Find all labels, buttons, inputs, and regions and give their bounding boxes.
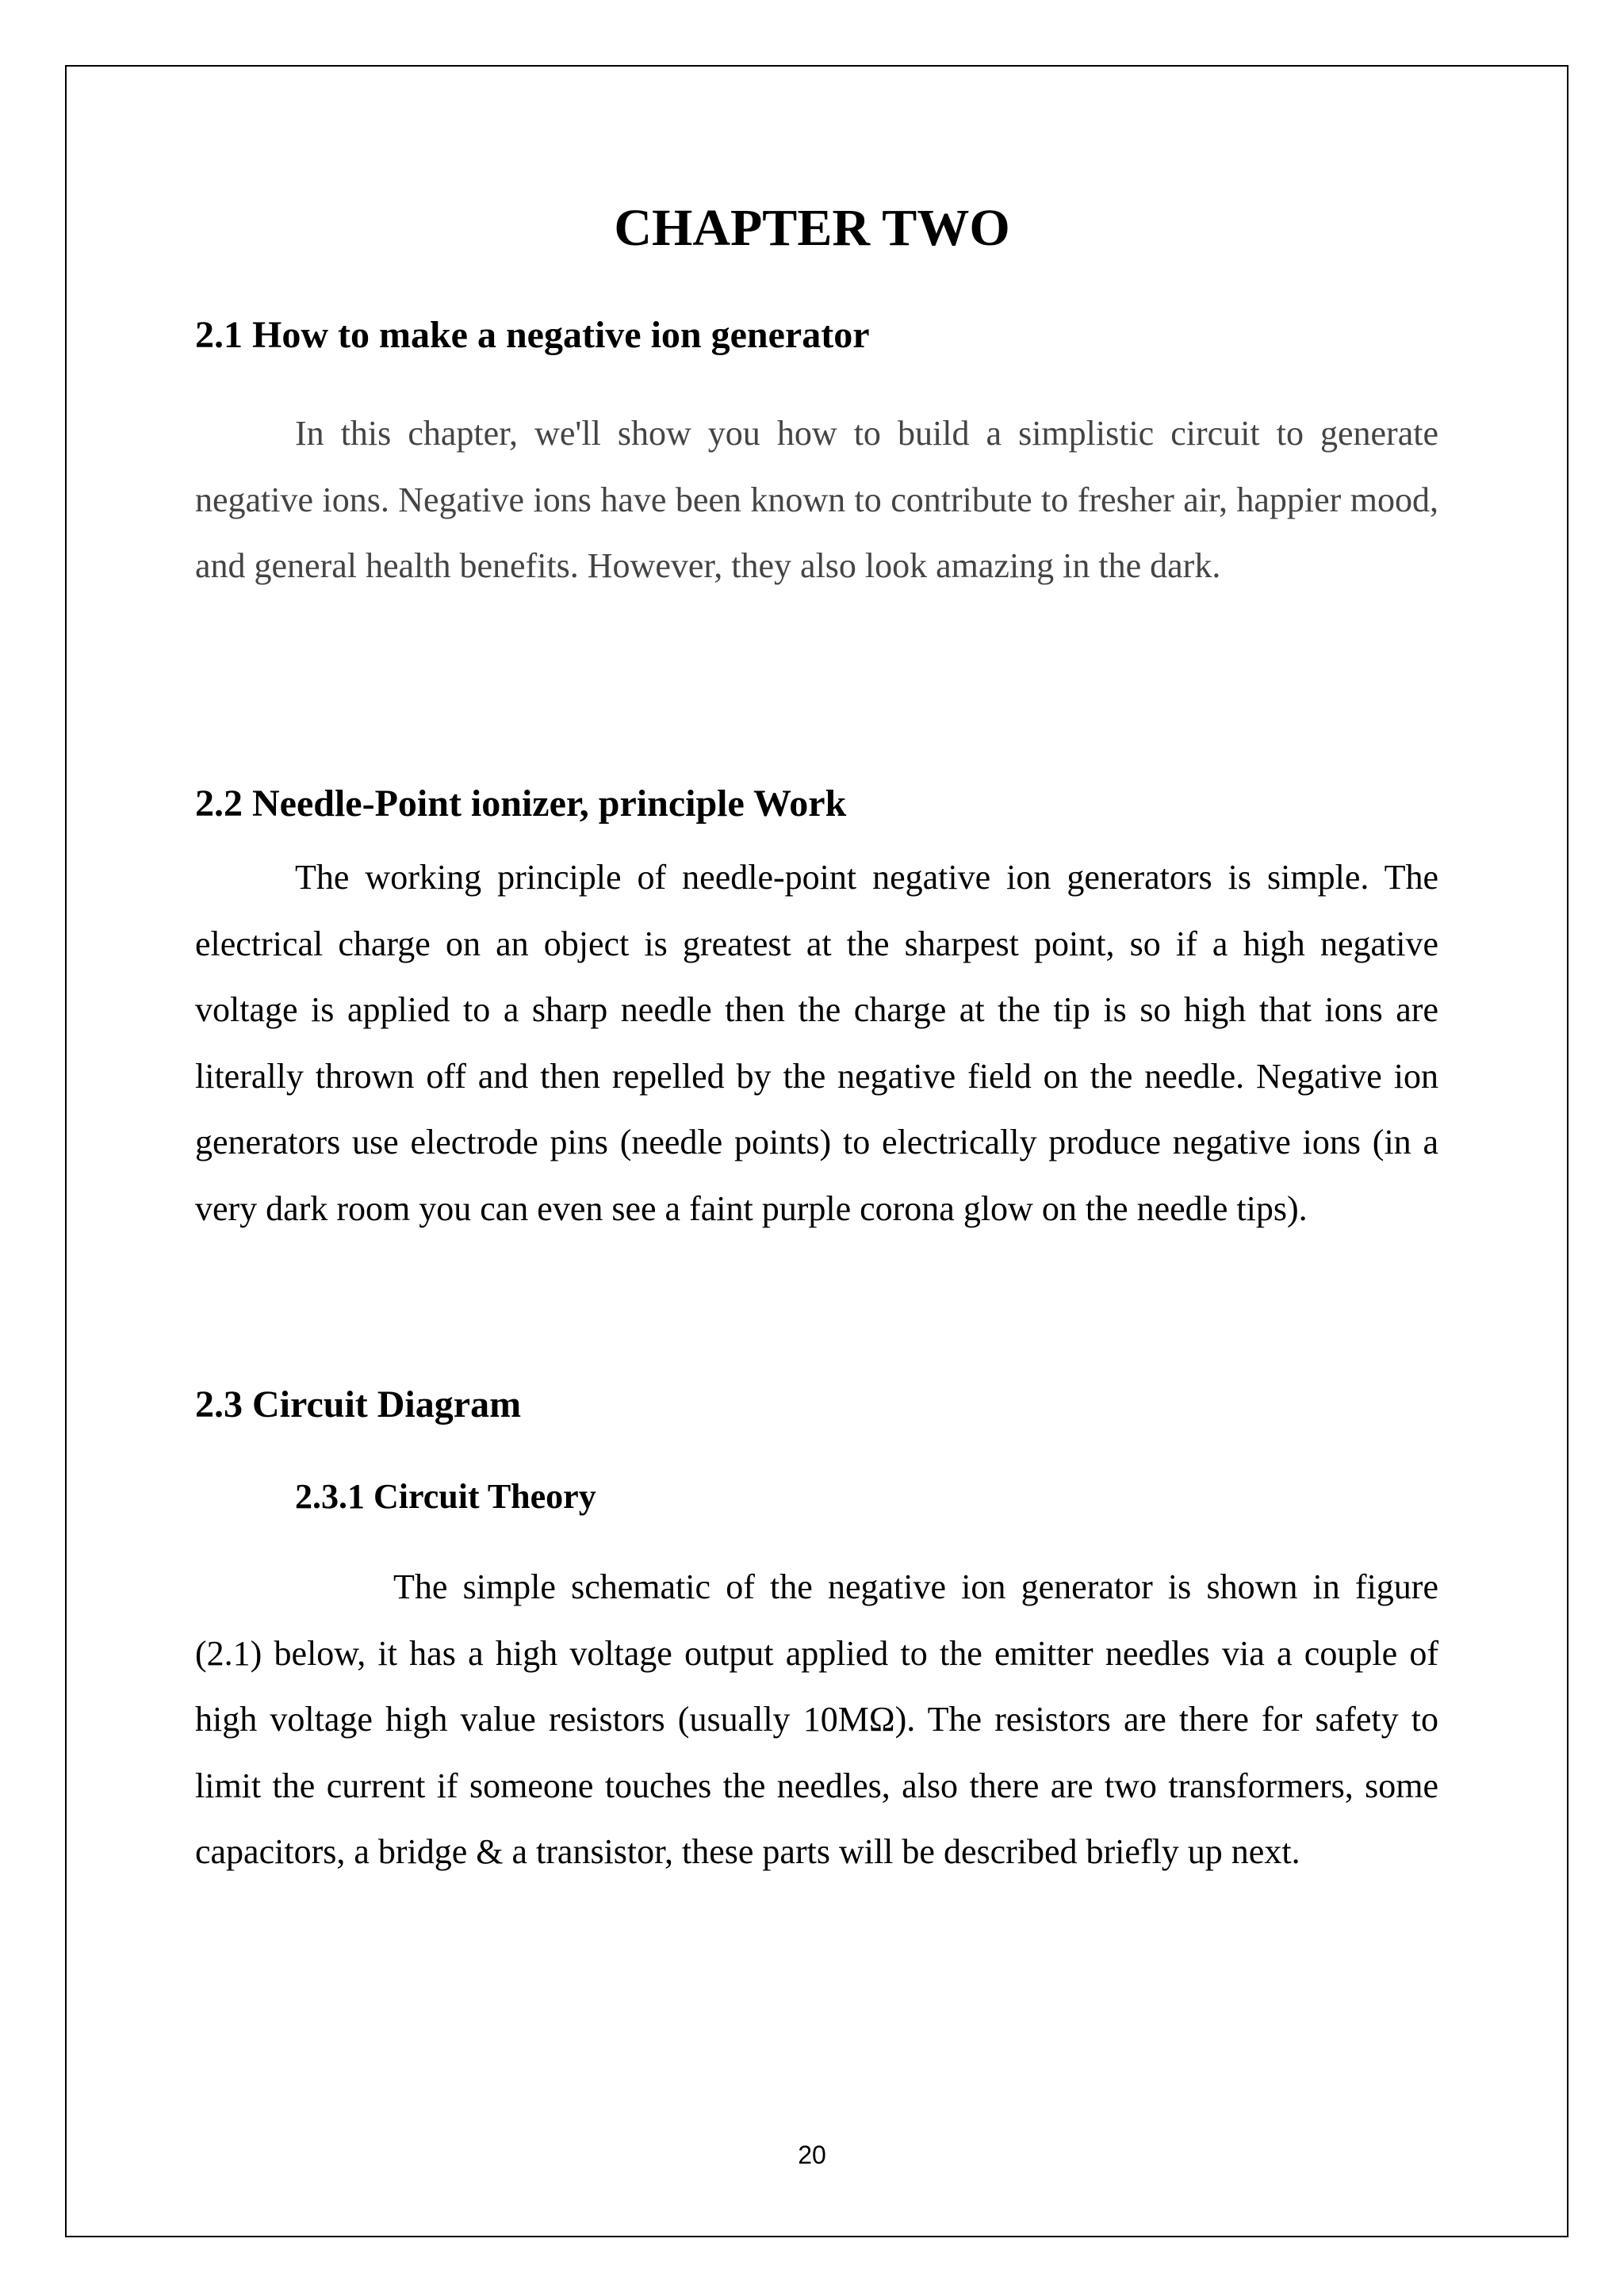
- page-number: 20: [798, 2141, 826, 2169]
- chapter-title: CHAPTER TWO: [614, 199, 1010, 257]
- section-heading-2-2: 2.2 Needle-Point ionizer, principle Work: [195, 783, 847, 825]
- section-heading-2-3: 2.3 Circuit Diagram: [195, 1383, 522, 1425]
- section-body-2-1: In this chapter, we'll show you how to build a simplistic circuit to generate negative ions. Negative ions have been known to contribute to fresher air, happier mood, and general health benefits. However, they also look amazing in the dark.: [195, 414, 1438, 585]
- section-heading-2-1: 2.1 How to make a negative ion generator: [195, 314, 870, 356]
- section-body-2-2: The working principle of needle-point negative ion generators is simple. The electrical charge on an object is greatest at the sharpest point, so if a high negative voltage is applied to a sharp needle then the charge at the tip is so high that ions are literally thrown off and then repelled by the negative field on the needle. Negative ion generators use electrode pins (needle points) to electrically produce negative ions (in a very dark room you can even see a faint purple corona glow on the needle tips).: [195, 858, 1438, 1228]
- subsection-body-2-3-1: The simple schematic of the negative ion generator is shown in figure (2.1) below, it has a high voltage output applied to the emitter needles via a couple of high voltage high value resistors (usually 10MΩ). The resistors are there for safety to limit the current if someone touches the needles, also there are two transformers, some capacitors, a bridge & a transistor, these parts will be described briefly up next.: [195, 1567, 1438, 1871]
- subsection-heading-2-3-1: 2.3.1 Circuit Theory: [295, 1477, 596, 1516]
